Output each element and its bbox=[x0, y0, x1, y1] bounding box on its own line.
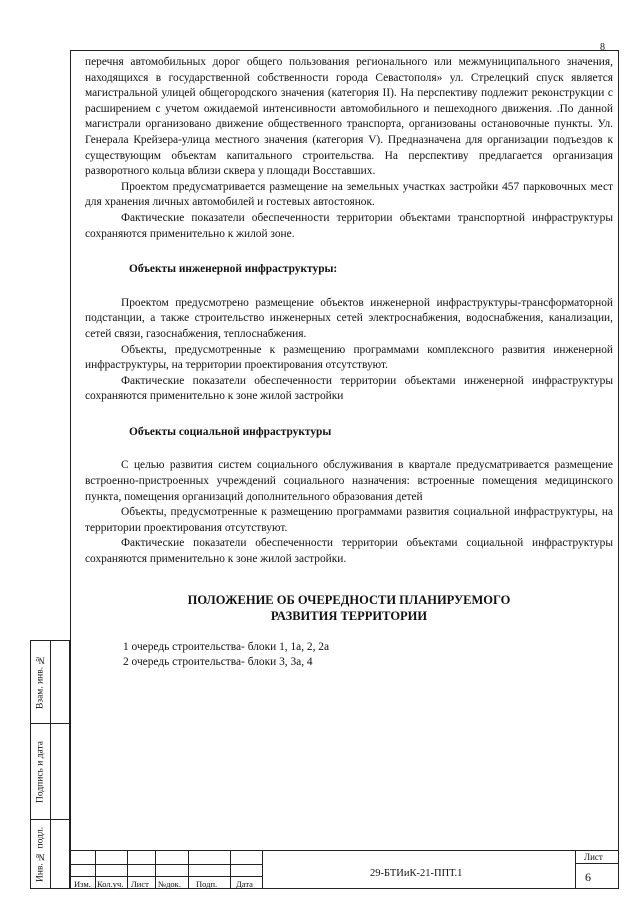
queue-heading-line-1: ПОЛОЖЕНИЕ ОБ ОЧЕРЕДНОСТИ ПЛАНИРУЕМОГО bbox=[187, 592, 511, 607]
social-paragraph-2: Объекты, предусмотренные к размещению программами развития социальной инфраструктуры, на территории проектирования отсутствуют. bbox=[85, 506, 613, 534]
transport-paragraph-1: перечня автомобильных дорог общего пользования регионального или межмуниципального значения, находящихся в государственной собственности города Севастополя» ул. Стрелецкий спуск является магистральной улицей общегородского значения (категория II). На перспективу подлежит реконструкции с расширением с учетом ожидаемой интенсивности автомобильного и пешеходного движения. .По данной магистрали организовано движение общественного транспорта, организованы остановочные пункты. Ул. Генерала Крейзера-улица местного значения (категория V). Предназначена для организации подъездов к существующим объектам капитального строительства. На перспективу предлагается организация разворотного кольца вблизи сквера у площади Восставших. bbox=[85, 56, 613, 178]
tb-kol: Кол.уч. bbox=[97, 879, 124, 889]
stamp-podpis-label: Подпись и дата bbox=[35, 740, 46, 803]
sheet-label: Лист bbox=[584, 852, 603, 862]
tb-izm: Изм. bbox=[74, 879, 91, 889]
page-number: 8 bbox=[600, 42, 605, 53]
engineering-heading: Объекты инженерной инфраструктуры: bbox=[129, 263, 338, 276]
engineering-paragraph-2: Объекты, предусмотренные к размещению программами комплексного развития инженерной инфраструктуры, на территории проектирования отсутствуют. bbox=[85, 343, 613, 372]
queue-heading-line-2: РАЗВИТИЯ ТЕРРИТОРИИ bbox=[270, 608, 428, 623]
social-paragraph-1: С целью развития систем социального обслуживания в квартале предусматривается размещение встроенно-пристроенных учреждений социального назначения: встроенные помещения медицинского пункта, помещения организаций дополнительного образования детей bbox=[85, 459, 613, 503]
engineering-paragraph-1: Проектом предусмотрено размещение объектов инженерной инфраструктуры-трансформаторной подстанции, а также строительство инженерных сетей электроснабжения, водоснабжения, канализации, сетей связи, газоснабжения, теплоснабжения. bbox=[85, 296, 613, 340]
tb-podp: Подп. bbox=[196, 879, 218, 889]
transport-paragraph-3: Фактические показатели обеспеченности территории объектами транспортной инфраструктуры сохраняются применительно к жилой зоне. bbox=[85, 211, 613, 240]
stamp-inv-box bbox=[30, 820, 70, 889]
queue-heading bbox=[85, 592, 613, 624]
stamp-vzam-label: Взам. инв. № bbox=[35, 654, 46, 710]
title-block bbox=[70, 850, 619, 889]
tb-data: Дата bbox=[236, 879, 253, 889]
social-heading: Объекты социальной инфраструктуры bbox=[129, 425, 332, 438]
stamp-vzam-box bbox=[30, 640, 70, 724]
stamp-podpis-box bbox=[30, 724, 70, 820]
engineering-paragraph-3: Фактические показатели обеспеченности территории объектами инженерной инфраструктуры сохраняются применительно к зоне жилой застройки bbox=[85, 374, 613, 403]
sheet-number: 6 bbox=[585, 870, 591, 884]
queue-item-1: 1 очередь строительства- блоки 1, 1а, 2, 2а bbox=[123, 640, 330, 653]
queue-item-2: 2 очередь строительства- блоки 3, 3а, 4 bbox=[123, 656, 313, 669]
transport-paragraph-2: Проектом предусматривается размещение на земельных участках застройки 457 парковочных мест для хранения личных автомобилей и гостевых автостоянок. bbox=[85, 180, 613, 209]
social-paragraph-3: Фактические показатели обеспеченности территории объектами социальной инфраструктуры сохраняются применительно к зоне жилой застройки. bbox=[85, 537, 613, 566]
document-code: 29-БТИиК-21-ППТ.1 bbox=[370, 868, 463, 879]
tb-list: Лист bbox=[131, 879, 149, 889]
document-body bbox=[85, 55, 613, 671]
tb-ndok: №док. bbox=[158, 879, 181, 889]
stamp-inv-label: Инв. № подл. bbox=[35, 826, 46, 882]
